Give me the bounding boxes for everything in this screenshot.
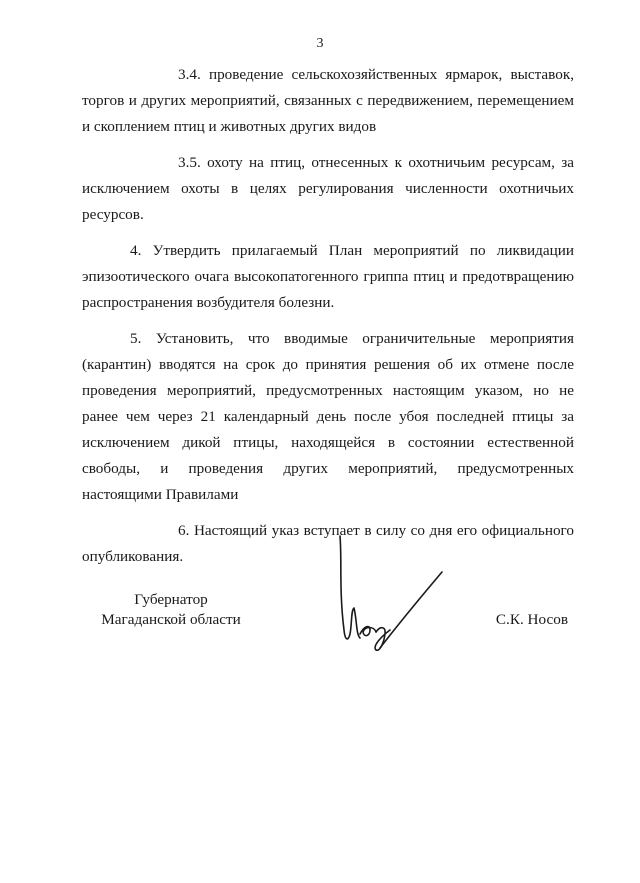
paragraph-text: охоту на птиц, отнесенных к охотничьим ресурсам, за исключением охоты в целях регулирования численности охотничьих ресурсов. (82, 154, 575, 223)
signer-title (100, 590, 242, 630)
signer-title-line-1: Губернатор (134, 591, 208, 608)
document-body (82, 62, 574, 580)
paragraph-6 (82, 518, 574, 570)
page-number: 3 (316, 36, 324, 51)
paragraph-number: 3.4. (178, 66, 201, 83)
paragraph-text: Настоящий указ вступает в силу со дня его официального опубликования. (82, 522, 575, 565)
signer-name: С.К. Носов (495, 611, 568, 628)
signature-block (0, 590, 640, 670)
paragraph-5 (82, 326, 574, 508)
paragraph-number: 3.5. (178, 154, 201, 171)
paragraph-3-5 (82, 150, 574, 228)
paragraph-3-4 (82, 62, 574, 140)
paragraph-text: Установить, что вводимые ограничительные мероприятия (карантин) вводятся на срок до принятия решения об их отмене после проведения мероприятий, предусмотренных настоящим указом, но не ранее чем через 21 календарный день после убоя последней птицы за исключением дикой птицы, находящейся в состоянии естественной свободы, и проведения других мероприятий, предусмотренных настоящими Правилами (82, 330, 574, 503)
paragraph-text: Утвердить прилагаемый План мероприятий по ликвидации эпизоотического очага высокопатогенного гриппа птиц и предотвращению распространения возбудителя болезни. (82, 242, 574, 311)
paragraph-number: 5. (130, 330, 142, 347)
paragraph-number: 4. (130, 242, 142, 259)
paragraph-text: проведение сельскохозяйственных ярмарок, выставок, торгов и других мероприятий, связанных с передвижением, перемещением и скоплением птиц и животных других видов (82, 66, 574, 135)
paragraph-number: 6. (178, 522, 190, 539)
signer-title-line-2: Магаданской области (101, 611, 241, 628)
paragraph-4 (82, 238, 574, 316)
